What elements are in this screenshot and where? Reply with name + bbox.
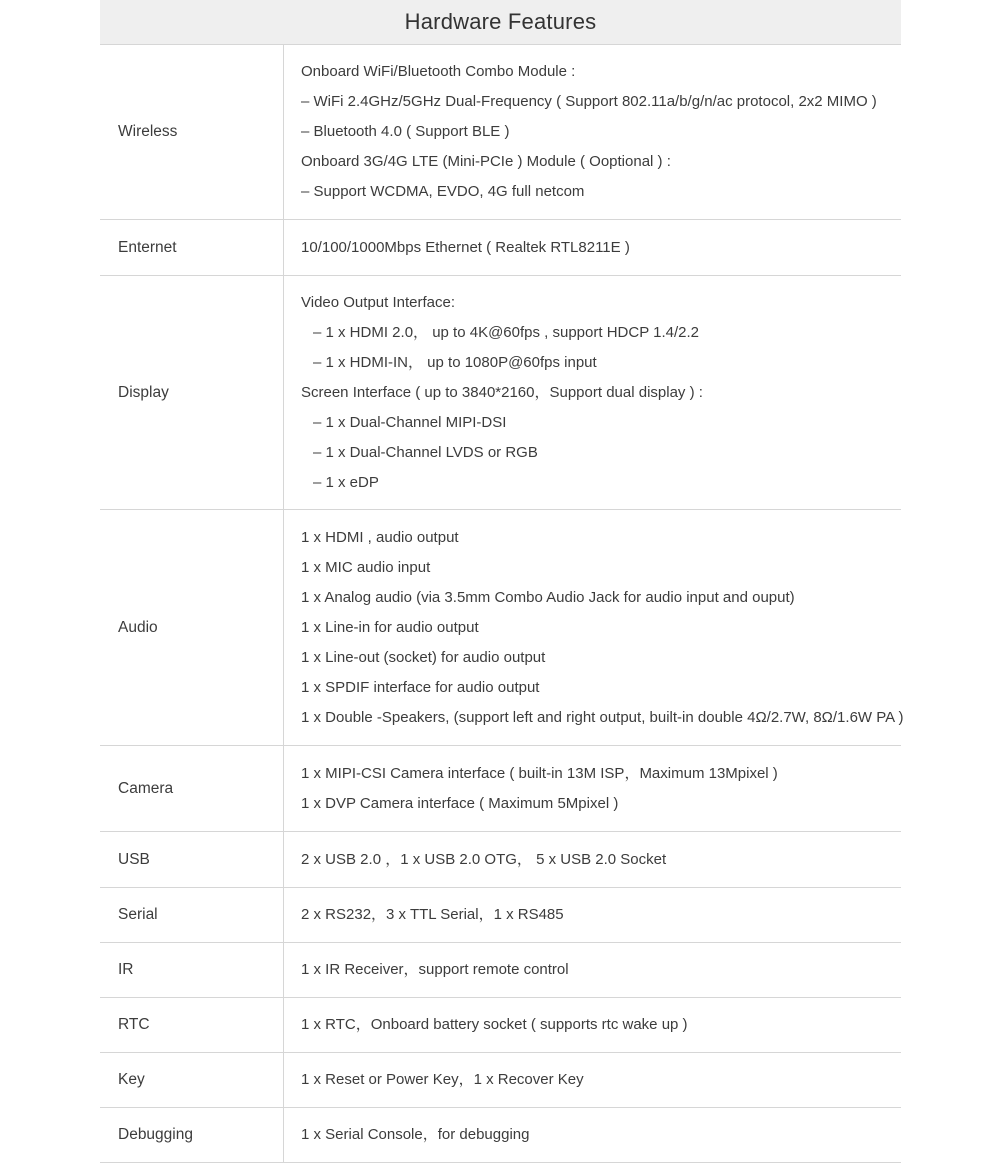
spec-line: – 1 x eDP [313, 473, 379, 491]
spec-line: 1 x Analog audio (via 3.5mm Combo Audio Jack for audio input and ouput) [301, 588, 795, 606]
row-label-serial: Serial [100, 888, 284, 942]
row-content-usb [284, 832, 901, 887]
hardware-features-table [100, 0, 904, 1163]
row-label-rtc: RTC [100, 998, 284, 1052]
table-row [100, 1108, 901, 1163]
spec-line: 1 x Reset or Power Key，1 x Recover Key [301, 1071, 584, 1088]
row-content-enternet [284, 220, 901, 275]
table-row [100, 888, 901, 943]
row-content-key [284, 1053, 901, 1107]
table-row [100, 943, 901, 998]
spec-line: 1 x Line-out (socket) for audio output [301, 648, 546, 666]
spec-line: 1 x Serial Console，for debugging [301, 1126, 530, 1143]
spec-line: Video Output Interface: [301, 293, 455, 311]
table-row [100, 746, 901, 832]
spec-line: 1 x Line-in for audio output [301, 618, 479, 636]
row-label-key: Key [100, 1053, 284, 1107]
table-row [100, 1053, 901, 1108]
spec-line: – 1 x HDMI-IN， up to 1080P@60fps input [313, 353, 597, 371]
spec-line: – Support WCDMA, EVDO, 4G full netcom [301, 183, 585, 200]
spec-line: Screen Interface ( up to 3840*2160，Support dual display ) : [301, 383, 703, 401]
spec-line: 1 x MIC audio input [301, 558, 431, 576]
row-content-wireless [284, 45, 901, 219]
row-label-audio: Audio [100, 510, 284, 745]
row-label-display: Display [100, 276, 284, 509]
table-row [100, 998, 901, 1053]
row-content-camera [284, 746, 901, 831]
table-row [100, 45, 901, 220]
spec-line: 1 x SPDIF interface for audio output [301, 678, 540, 696]
spec-line: – 1 x Dual-Channel LVDS or RGB [313, 443, 538, 461]
row-content-serial [284, 888, 901, 942]
row-label-wireless: Wireless [100, 45, 284, 219]
spec-line: – Bluetooth 4.0 ( Support BLE ) [301, 123, 510, 140]
table-row [100, 510, 904, 746]
spec-line: 10/100/1000Mbps Ethernet ( Realtek RTL8211E ) [301, 238, 630, 256]
row-content-rtc [284, 998, 901, 1052]
table-title: Hardware Features [100, 0, 901, 45]
row-content-debugging [284, 1108, 901, 1162]
row-content-display [284, 276, 901, 509]
spec-line: 1 x HDMI , audio output [301, 528, 459, 546]
spec-line: 1 x RTC，Onboard battery socket ( supports rtc wake up ) [301, 1016, 688, 1033]
spec-line: 2 x RS232，3 x TTL Serial，1 x RS485 [301, 906, 564, 923]
spec-line: – 1 x HDMI 2.0， up to 4K@60fps , support HDCP 1.4/2.2 [313, 323, 699, 341]
row-content-audio [284, 510, 903, 745]
spec-line: 2 x USB 2.0 ，1 x USB 2.0 OTG， 5 x USB 2.0 Socket [301, 850, 667, 868]
table-row [100, 220, 901, 276]
row-content-ir [284, 943, 901, 997]
table-row [100, 276, 901, 510]
row-label-camera: Camera [100, 746, 284, 831]
row-label-ir: IR [100, 943, 284, 997]
spec-line: 1 x MIPI-CSI Camera interface ( built-in 13M ISP，Maximum 13Mpixel ) [301, 764, 778, 782]
spec-line: 1 x DVP Camera interface ( Maximum 5Mpixel ) [301, 794, 619, 812]
spec-line: Onboard 3G/4G LTE (Mini-PCIe ) Module ( Ooptional ) : [301, 153, 671, 170]
spec-line: – WiFi 2.4GHz/5GHz Dual-Frequency ( Support 802.11a/b/g/n/ac protocol, 2x2 MIMO ) [301, 93, 877, 110]
spec-line: 1 x IR Receiver，support remote control [301, 961, 569, 978]
row-label-usb: USB [100, 832, 284, 887]
spec-line: 1 x Double -Speakers, (support left and right output, built-in double 4Ω/2.7W, 8Ω/1.6W PA ) [301, 708, 904, 726]
table-row [100, 832, 901, 888]
spec-line: – 1 x Dual-Channel MIPI-DSI [313, 413, 507, 431]
row-label-enternet: Enternet [100, 220, 284, 275]
row-label-debugging: Debugging [100, 1108, 284, 1162]
spec-line: Onboard WiFi/Bluetooth Combo Module : [301, 63, 576, 80]
